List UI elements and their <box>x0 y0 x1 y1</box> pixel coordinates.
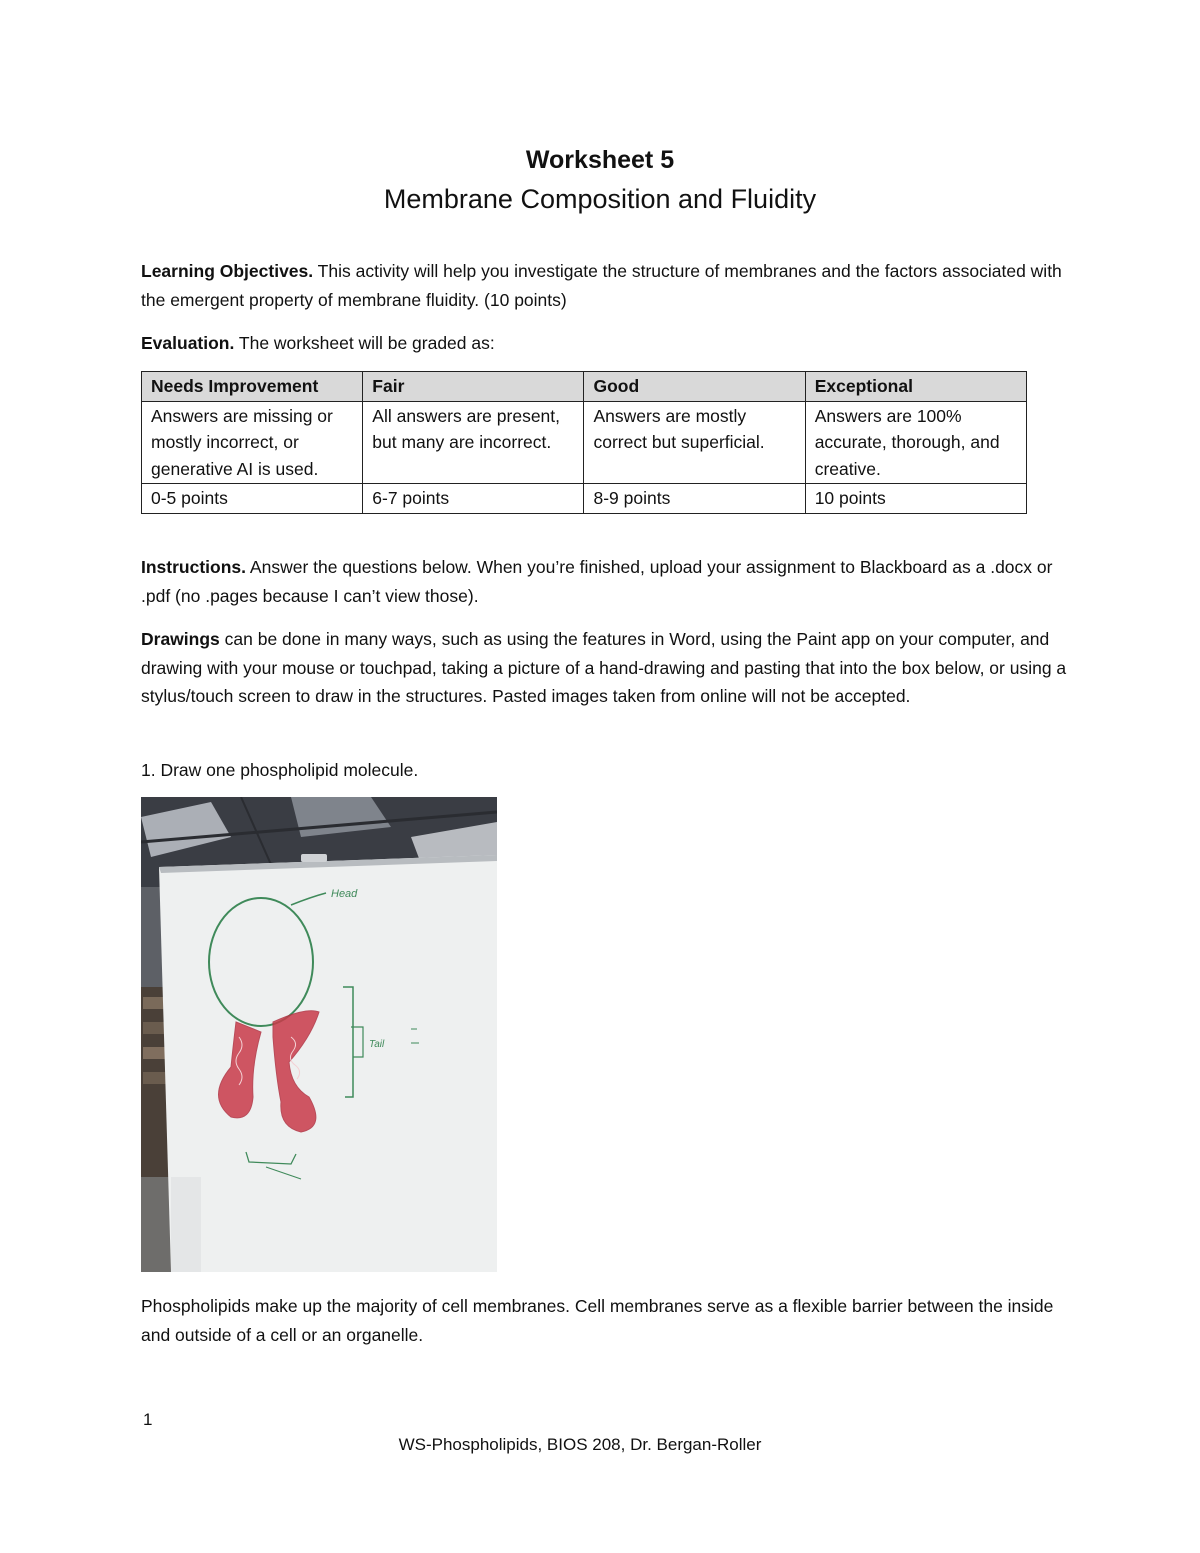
worksheet-title: Worksheet 5 <box>525 146 675 174</box>
rubric-points-cell: 8-9 points <box>584 484 805 514</box>
rubric-description-row <box>142 401 1027 484</box>
evaluation-paragraph <box>141 329 1071 358</box>
learning-objectives-paragraph <box>141 257 1071 314</box>
closing-paragraph: Phospholipids make up the majority of cell membranes. Cell membranes serve as a flexible barrier between the inside and outside of a cell or an organelle. <box>141 1296 1054 1345</box>
rubric-header-cell: Fair <box>363 372 584 402</box>
rubric-description-cell: Answers are mostly correct but superficial. <box>584 401 805 484</box>
rubric-description-cell: Answers are 100% accurate, thorough, and creative. <box>805 401 1026 484</box>
page-number: 1 <box>143 1410 153 1429</box>
question-1: 1. Draw one phospholipid molecule. <box>141 760 419 780</box>
rubric-header-cell: Good <box>584 372 805 402</box>
rubric-points-row <box>142 484 1027 514</box>
rubric-header-cell: Needs Improvement <box>142 372 363 402</box>
rubric-points-cell: 10 points <box>805 484 1026 514</box>
rubric-description-cell: All answers are present, but many are incorrect. <box>363 401 584 484</box>
evaluation-text: The worksheet will be graded as: <box>234 333 495 353</box>
rubric-points-cell: 0-5 points <box>142 484 363 514</box>
grading-rubric-table <box>141 371 1027 514</box>
drawings-text: can be done in many ways, such as using the features in Word, using the Paint app on your computer, and drawing with your mouse or touchpad, taking a picture of a hand-drawing and pasting that into the box below, or using a stylus/touch screen to draw in the structures. Pasted images taken from online will not be accepted. <box>141 629 1067 706</box>
instructions-text: Answer the questions below. When you’re finished, upload your assignment to Blackboard as a .docx or .pdf (no .pages because I can’t view those). <box>141 557 1053 606</box>
instructions-label: Instructions. <box>141 557 247 577</box>
page-footer: WS-Phospholipids, BIOS 208, Dr. Bergan-Roller <box>398 1435 762 1454</box>
learning-objectives-label: Learning Objectives. <box>141 261 314 281</box>
instructions-paragraph <box>141 553 1071 610</box>
rubric-header-row <box>142 372 1027 402</box>
phospholipid-drawing-photo <box>141 797 497 1272</box>
head-label: Head <box>331 888 358 900</box>
worksheet-subtitle: Membrane Composition and Fluidity <box>383 184 817 214</box>
drawings-label: Drawings <box>141 629 220 649</box>
rubric-header-cell: Exceptional <box>805 372 1026 402</box>
rubric-description-cell: Answers are missing or mostly incorrect, or generative AI is used. <box>142 401 363 484</box>
evaluation-label: Evaluation. <box>141 333 235 353</box>
rubric-points-cell: 6-7 points <box>363 484 584 514</box>
drawings-paragraph <box>141 625 1071 711</box>
tail-label: Tail <box>369 1039 385 1050</box>
learning-objectives-text: This activity will help you investigate the structure of membranes and the factors associated with the emergent property of membrane fluidity. (10 points) <box>141 261 1062 310</box>
